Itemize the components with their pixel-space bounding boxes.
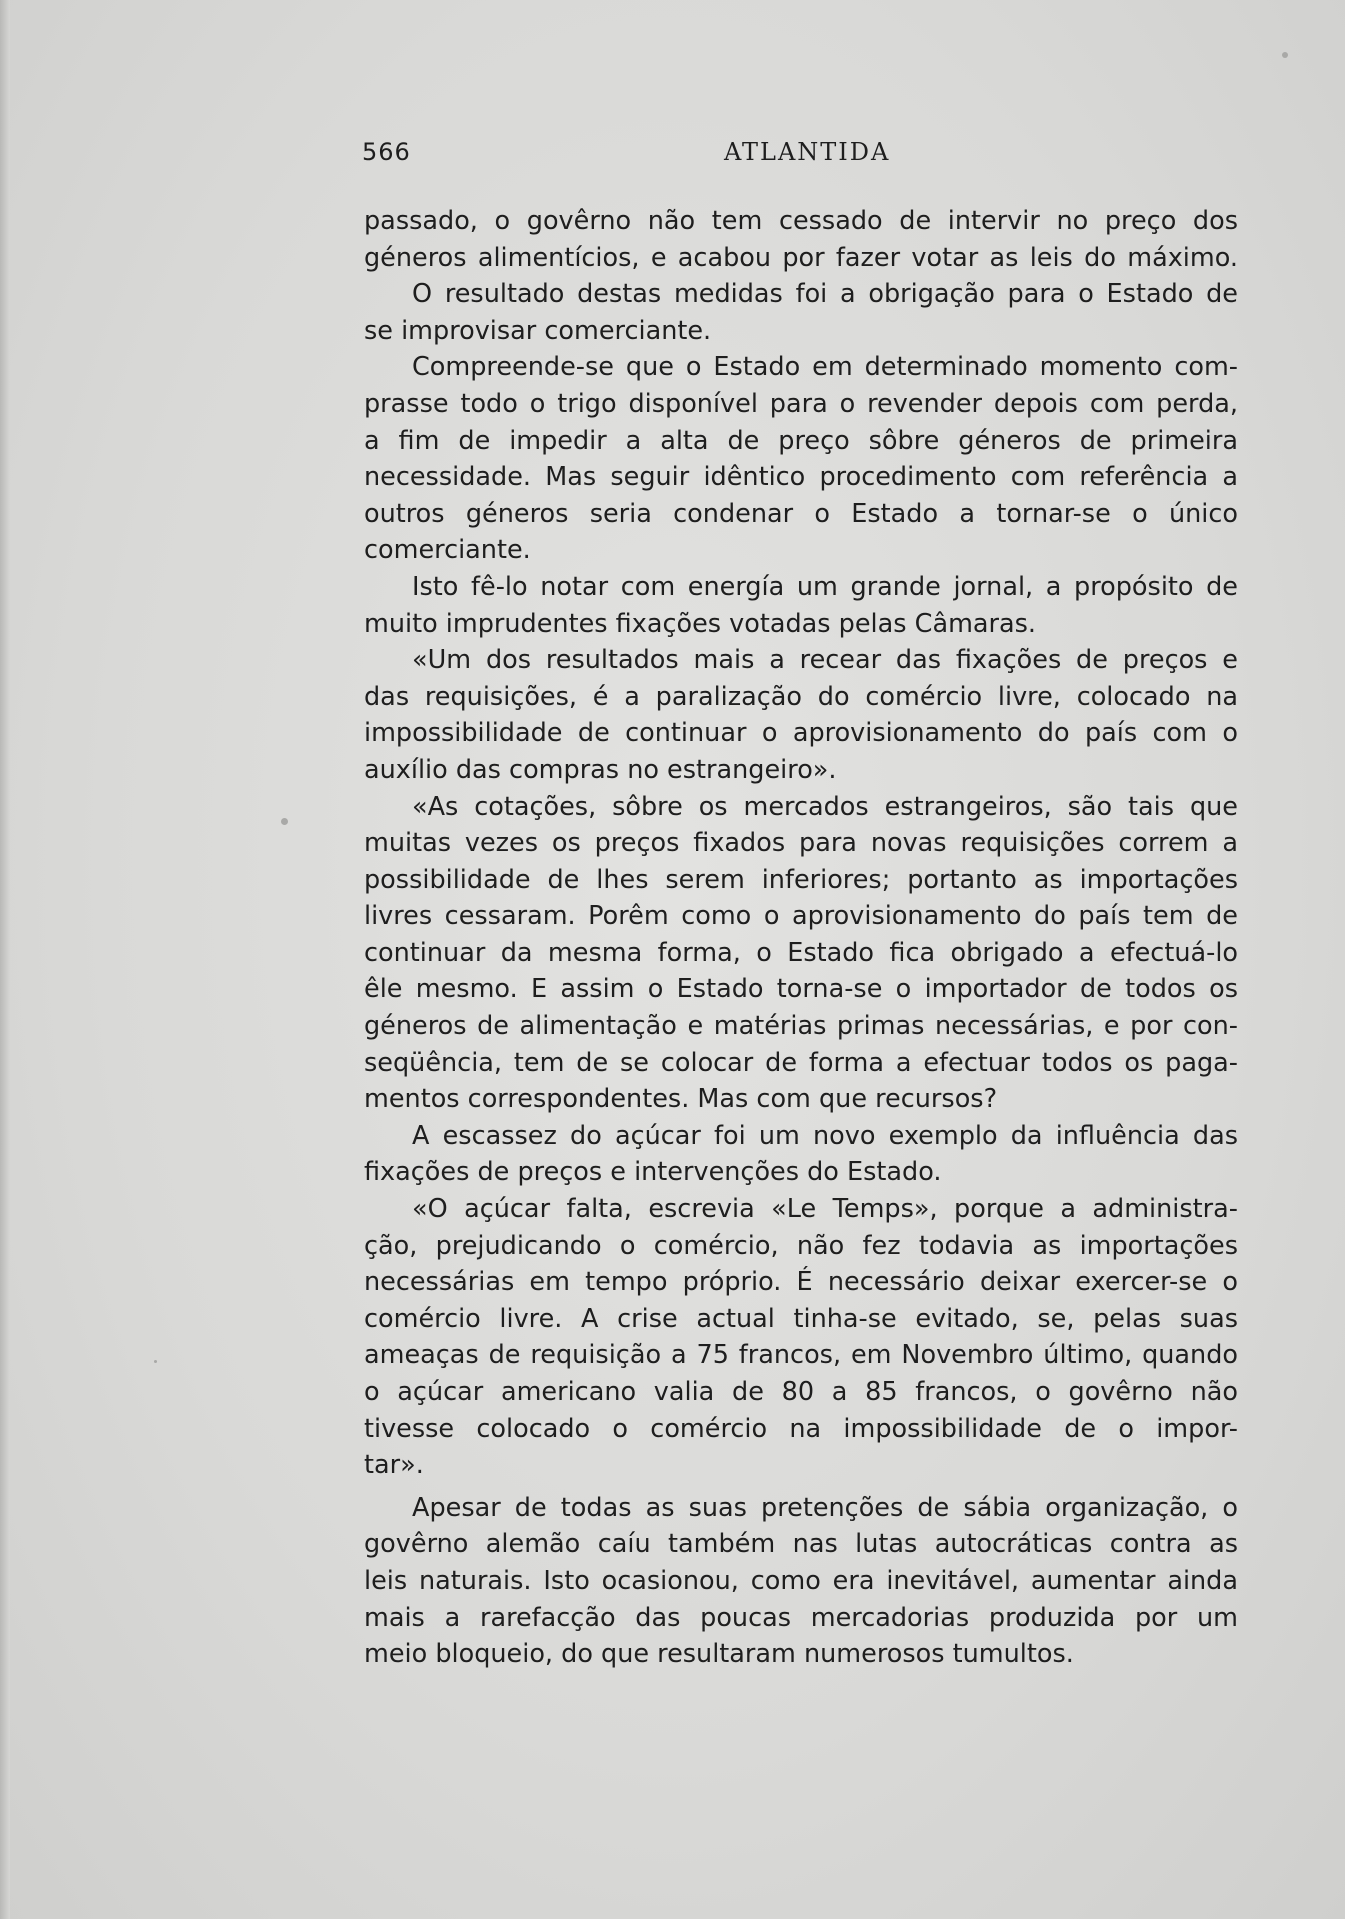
text-line: auxílio das compras no estrangeiro». <box>364 754 837 785</box>
text-line: géneros de alimentação e matérias primas necessárias, e por con- <box>364 1011 1238 1042</box>
text-line: Apesar de todas as suas pretenções de sábia organização, o <box>412 1492 1238 1523</box>
text-line: livres cessaram. Porêm como o aprovisionamento do país tem de <box>364 901 1238 932</box>
running-head <box>362 138 1238 172</box>
text-line: ção, prejudicando o comércio, não fez todavia as importações <box>364 1230 1238 1261</box>
text-line: necessidade. Mas seguir idêntico procedimento com referência a <box>364 462 1238 493</box>
text-line: passado, o govêrno não tem cessado de intervir no preço dos <box>364 206 1238 236</box>
text-line: outros géneros seria condenar o Estado a tornar-se o único <box>364 498 1238 529</box>
text-line: comerciante. <box>364 535 531 566</box>
text-line: Compreende-se que o Estado em determinado momento com- <box>412 352 1238 383</box>
text-line: comércio livre. A crise actual tinha-se evitado, se, pelas suas <box>364 1303 1238 1334</box>
paper-speck <box>1282 52 1288 58</box>
text-line: tivesse colocado o comércio na impossibilidade de o impor- <box>364 1413 1238 1444</box>
text-line: muito imprudentes fixações votadas pelas Câmaras. <box>364 608 1037 639</box>
text-line: êle mesmo. E assim o Estado torna-se o importador de todos os <box>364 974 1238 1005</box>
text-line: tar». <box>364 1450 424 1481</box>
paper-speck <box>281 818 288 825</box>
text-line: fixações de preços e intervenções do Estado. <box>364 1157 942 1188</box>
text-line: Isto fê-lo notar com energía um grande jornal, a propósito de <box>412 571 1238 602</box>
text-line: «Um dos resultados mais a recear das fixações de preços e <box>412 645 1238 676</box>
text-line: govêrno alemão caíu também nas lutas autocráticas contra as <box>364 1529 1238 1560</box>
text-line: «O açúcar falta, escrevia «Le Temps», porque a administra- <box>412 1194 1238 1225</box>
page-edge-shadow <box>0 0 10 1919</box>
body-text <box>364 203 1238 1673</box>
text-line: A escassez do açúcar foi um novo exemplo da influência das <box>412 1120 1238 1151</box>
text-line: a fim de impedir a alta de preço sôbre géneros de primeira <box>364 425 1238 456</box>
text-line: leis naturais. Isto ocasionou, como era inevitável, aumentar ainda <box>364 1565 1238 1596</box>
text-line: se improvisar comerciante. <box>364 315 712 346</box>
text-line: O resultado destas medidas foi a obrigação para o Estado de <box>412 279 1238 310</box>
text-line: possibilidade de lhes serem inferiores; portanto as importações <box>364 864 1238 895</box>
text-line: seqüência, tem de se colocar de forma a efectuar todos os paga- <box>364 1047 1238 1078</box>
text-line: continuar da mesma forma, o Estado fica obrigado a efectuá-lo <box>364 937 1238 968</box>
text-line: «As cotações, sôbre os mercados estrangeiros, são tais que <box>412 791 1238 822</box>
text-line: ameaças de requisição a 75 francos, em Novembro último, quando <box>364 1340 1238 1371</box>
text-line: necessárias em tempo próprio. É necessário deixar exercer-se o <box>364 1267 1238 1298</box>
page-number: 566 <box>362 138 411 166</box>
text-line: géneros alimentícios, e acabou por fazer votar as leis do máximo. <box>364 242 1238 273</box>
text-line: muitas vezes os preços fixados para novas requisições correm a <box>364 828 1238 859</box>
text-line: o açúcar americano valia de 80 a 85 francos, o govêrno não <box>364 1377 1238 1407</box>
journal-title: ATLANTIDA <box>724 138 891 166</box>
text-line: mentos correspondentes. Mas com que recursos? <box>364 1084 998 1115</box>
text-line: meio bloqueio, do que resultaram numerosos tumultos. <box>364 1639 1074 1670</box>
text-line: mais a rarefacção das poucas mercadorias produzida por um <box>364 1602 1238 1633</box>
text-line: das requisições, é a paralização do comércio livre, colocado na <box>364 681 1238 712</box>
text-line: prasse todo o trigo disponível para o revender depois com perda, <box>364 388 1238 419</box>
text-line: impossibilidade de continuar o aprovisionamento do país com o <box>364 718 1238 749</box>
paper-speck <box>154 1360 157 1363</box>
